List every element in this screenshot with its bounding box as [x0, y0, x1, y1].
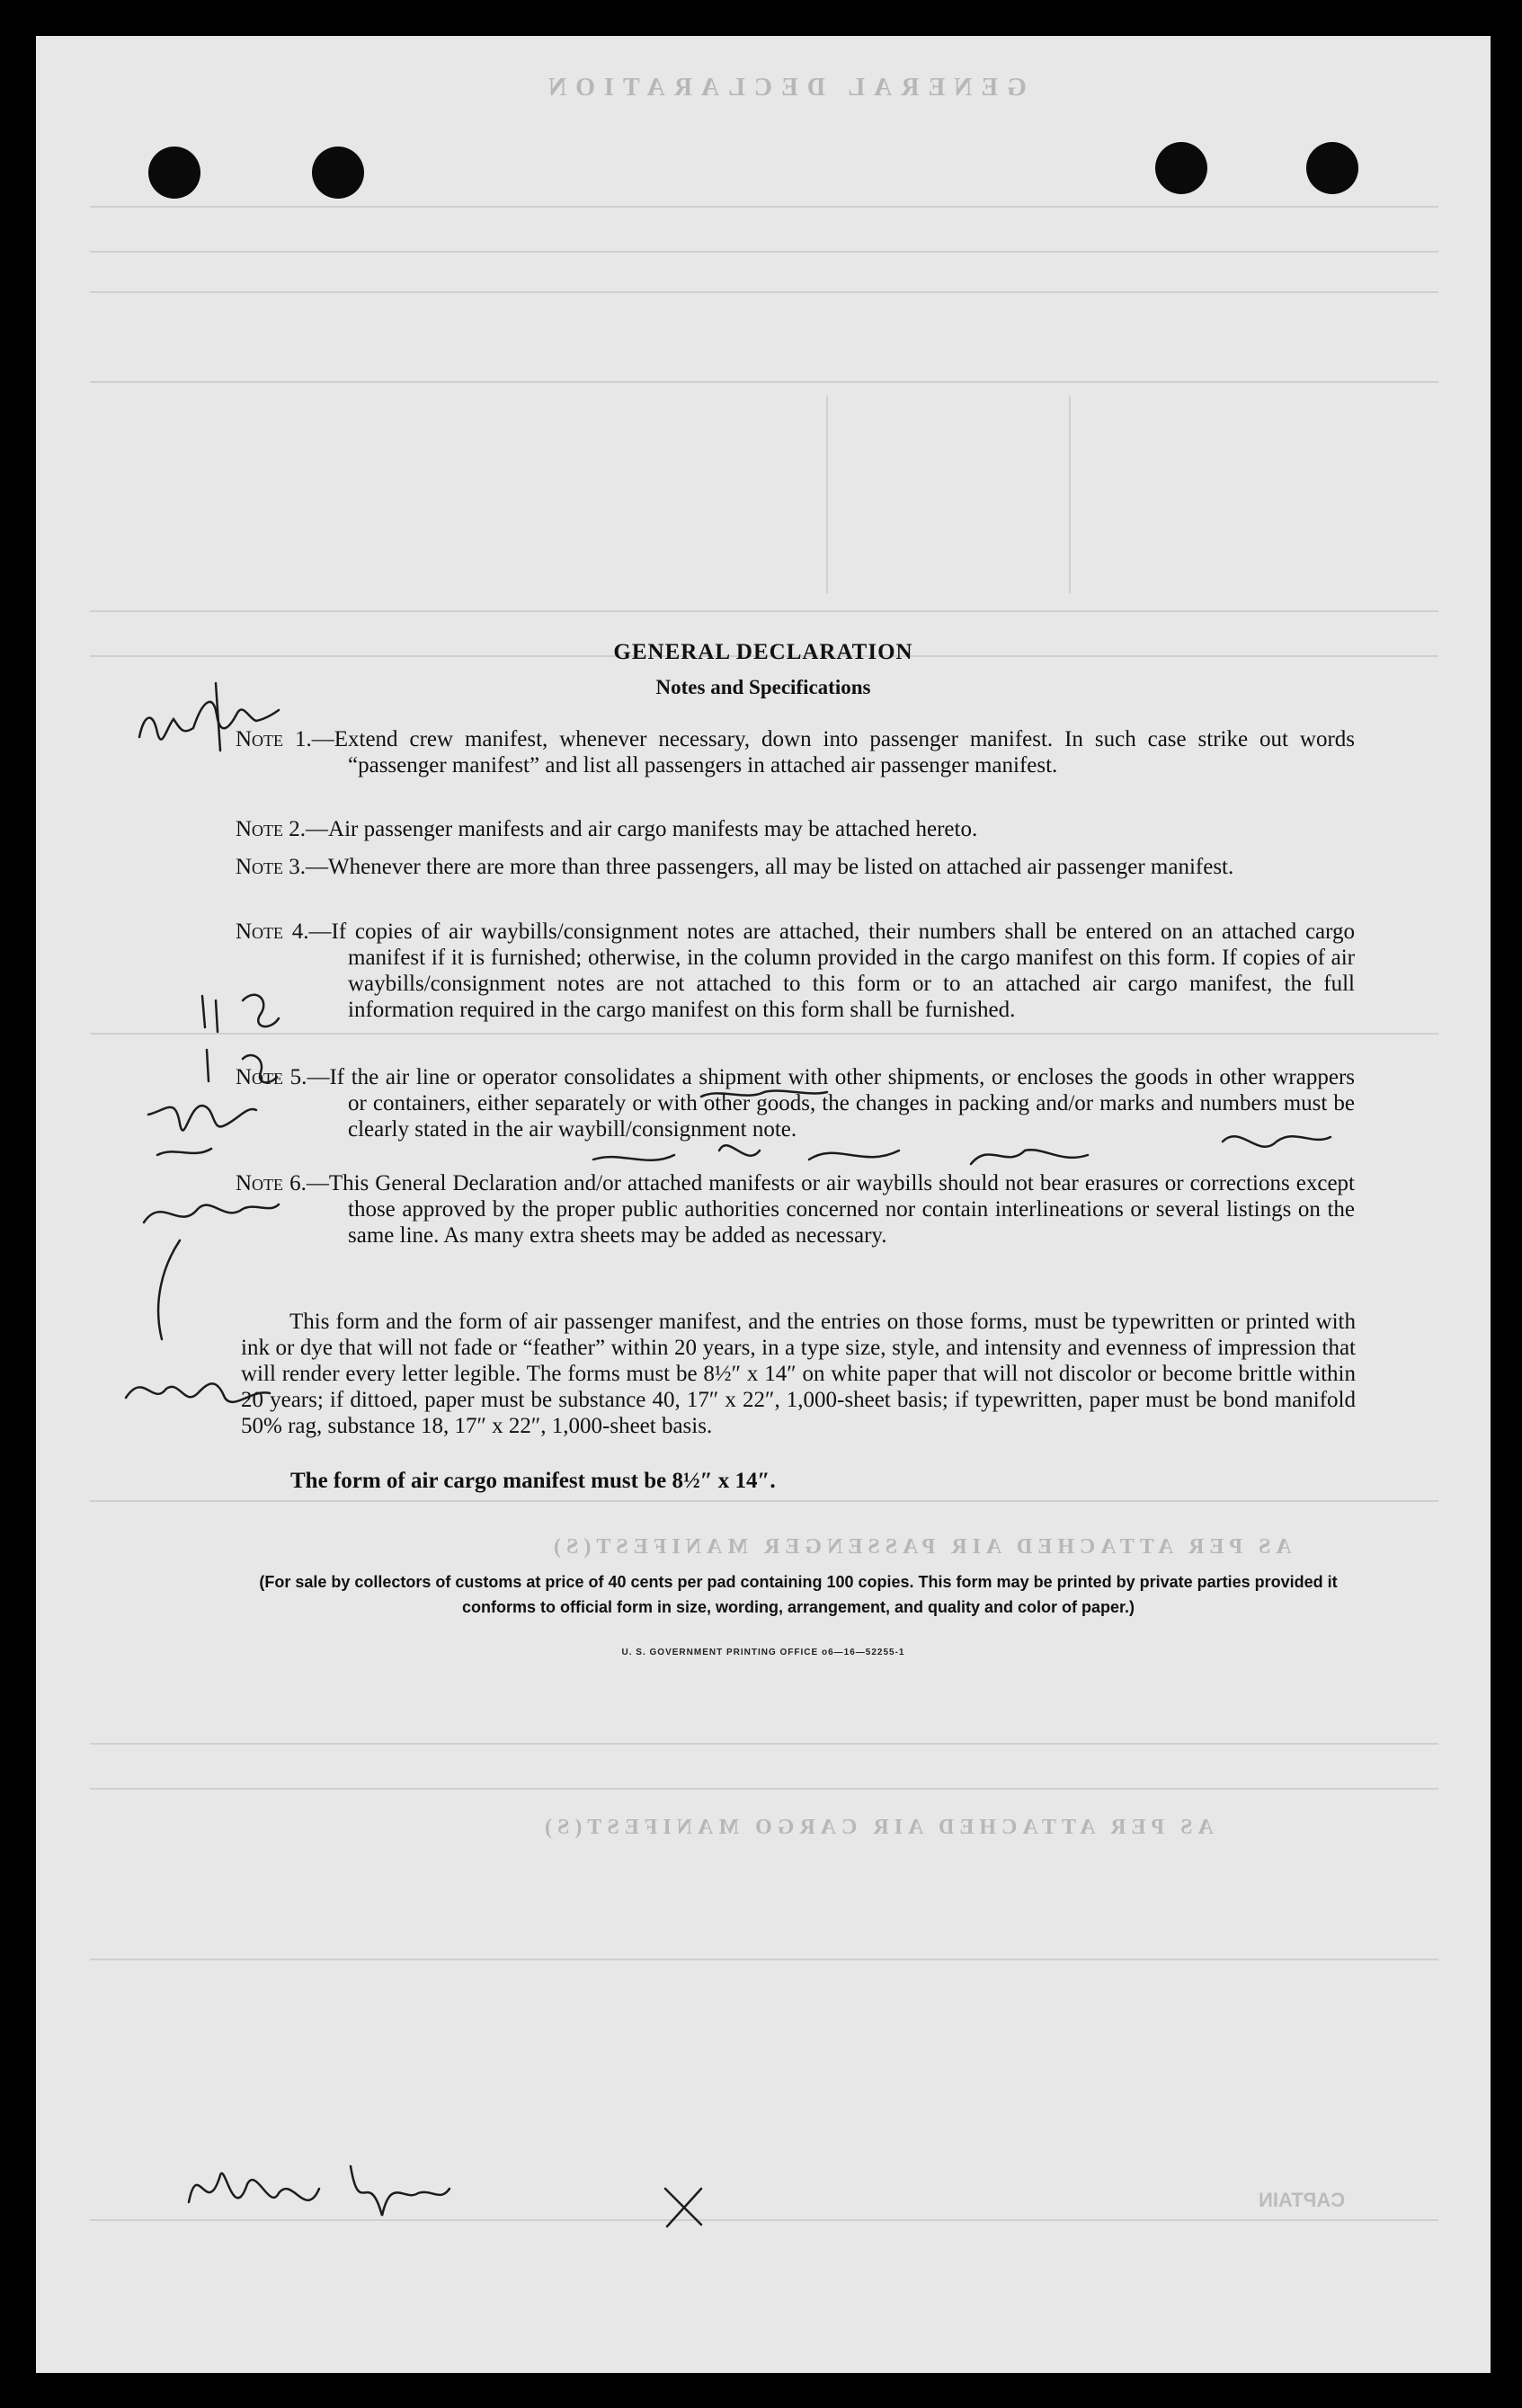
- handwritten-annotation-note5: [139, 1070, 283, 1168]
- handwritten-annotation-note6: [126, 1160, 288, 1348]
- note-label: Note 6.: [236, 1171, 307, 1195]
- document-sheet: [36, 36, 1491, 2373]
- signature: [171, 2139, 458, 2238]
- bleed-through-passenger-manifest: AS PER ATTACHED AIR PASSENGER MANIFEST(S): [548, 1535, 1292, 1559]
- note-text: —This General Declaration and/or attached manifests or air waybills should not bear erasures or corrections except those approved by the proper public authorities concerned nor contain interlineations or several listings on the same line. As many extra sheets may be added as necessary.: [306, 1171, 1355, 1248]
- handwritten-annotation-para: [117, 1353, 297, 1443]
- x-mark: [656, 2180, 710, 2234]
- note-text: —Extend crew manifest, whenever necessary, down into passenger manifest. In such case strike out words “passenger manifest” and list all passengers in attached air passenger manifest.: [311, 727, 1356, 777]
- note-label: Note 2.: [236, 817, 307, 841]
- note-3: [236, 854, 1355, 880]
- note-label: Note 5.: [236, 1065, 307, 1089]
- note-label: Note 3.: [236, 855, 307, 879]
- handwritten-annotation-midline: [539, 1079, 1348, 1177]
- note-2: [236, 816, 1355, 842]
- sale-notice: (For sale by collectors of customs at price of 40 cents per pad containing 100 copies. This form may be printed by private parties provided it conforms to official form in size, wording, arrangement, and quality and color of paper.): [259, 1573, 1338, 1616]
- note-text: —If the air line or operator consolidates a shipment with other shipments, or encloses the goods in other wrappers or containers, either separately or with other goods, the changes in packing and/or marks and numbers must be clearly stated in the air waybill/consignment note.: [307, 1065, 1356, 1142]
- note-text: —If copies of air waybills/consignment notes are attached, their numbers shall be entered on an attached cargo manifest if it is furnished; otherwise, in the column provided in the cargo manifest on this form. If copies of air waybills/consignment notes are not attached to this form or to an attached air cargo manifest, the full information required in the cargo manifest on this form shall be furnished.: [308, 920, 1356, 1022]
- printer-imprint: U. S. GOVERNMENT PRINTING OFFICE o6—16—52255-1: [621, 1648, 905, 1657]
- cargo-manifest-size: The form of air cargo manifest must be 8½″ x 14″.: [290, 1469, 776, 1493]
- note-label: Note 1.: [236, 727, 312, 751]
- bleed-through-header: GENERAL DECLARATION: [539, 74, 1027, 102]
- bleed-through-captain: CAPTAIN: [1259, 2189, 1346, 2211]
- page-title: GENERAL DECLARATION: [613, 640, 913, 664]
- handwritten-annotation-top-left: [130, 665, 292, 773]
- note-4: [236, 919, 1355, 1023]
- note-1: [236, 726, 1355, 778]
- note-text: —Whenever there are more than three passengers, all may be listed on attached air passenger manifest.: [306, 855, 1234, 879]
- note-label: Note 4.: [236, 920, 309, 944]
- bleed-through-cargo-manifest: AS PER ATTACHED AIR CARGO MANIFEST(S): [539, 1816, 1214, 1839]
- page-subtitle: Notes and Specifications: [655, 676, 871, 698]
- specification-paragraph: This form and the form of air passenger manifest, and the entries on those forms, must be typewritten or printed with ink or dye that will not fade or “feather” within 20 years, in a type size, style, and intensity and evenness of impression that will render every letter legible. The forms must be 8½″ x 14″ on white paper that will not discolor or become brittle within 20 years; if dittoed, paper must be substance 40, 17″ x 22″, 1,000-sheet basis; if typewritten, paper must be bond manifold 50% rag, substance 18, 17″ x 22″, 1,000-sheet basis.: [241, 1310, 1356, 1438]
- note-6: [236, 1170, 1355, 1248]
- note-text: —Air passenger manifests and air cargo manifests may be attached hereto.: [306, 817, 978, 841]
